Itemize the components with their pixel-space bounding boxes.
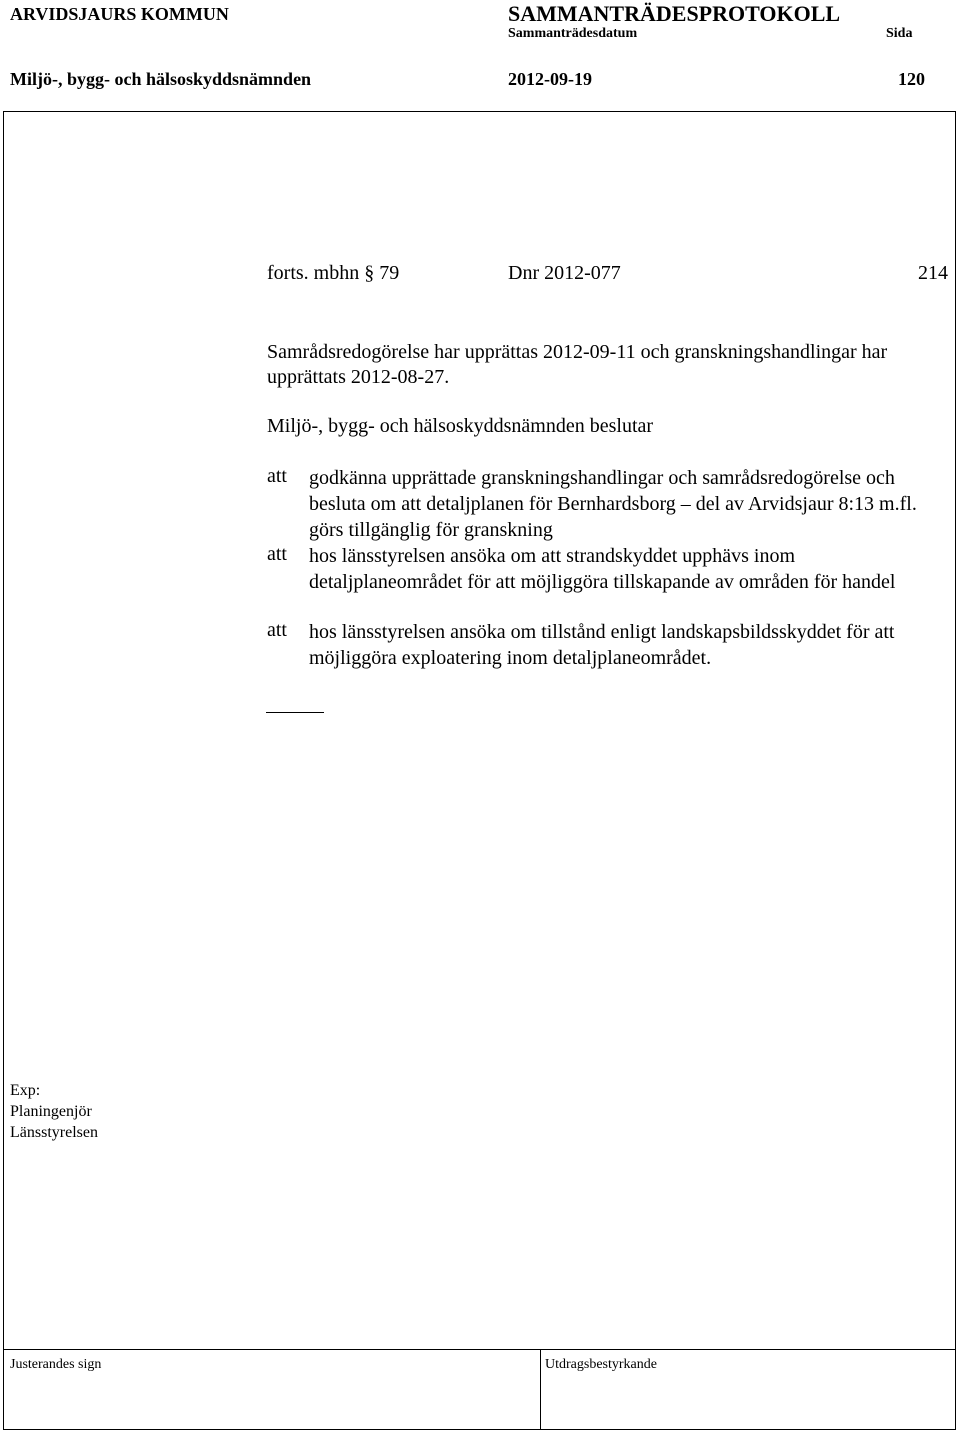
footer-left-label: Justerandes sign xyxy=(10,1357,102,1372)
case-code: 214 xyxy=(918,262,948,284)
case-dnr: Dnr 2012-077 xyxy=(508,262,621,284)
distribution-recipient: Planingenjör xyxy=(10,1103,92,1120)
case-reference: forts. mbhn § 79 xyxy=(267,262,400,284)
document-type: SAMMANTRÄDESPROTOKOLL xyxy=(508,1,841,26)
decision-heading: Miljö-, bygg- och hälsoskyddsnämnden beslutar xyxy=(267,415,654,437)
organization-name: ARVIDSJAURS KOMMUN xyxy=(10,4,229,24)
end-rule xyxy=(266,712,324,713)
decision-text: hos länsstyrelsen ansöka om att strandskyddet upphävs inom detaljplaneområdet för att möjliggöra tillskapande av områden för handel xyxy=(309,545,896,593)
footer-divider xyxy=(540,1350,541,1430)
decision-text: godkänna upprättade granskningshandlingar och samrådsredogörelse och besluta om att detaljplanen för Bernhardsborg – del av Arvidsjaur 8:13 m.fl. görs tillgänglig för granskning xyxy=(309,467,917,541)
meeting-date: 2012-09-19 xyxy=(508,69,592,89)
content-frame xyxy=(3,111,956,1350)
case-paragraph: Samrådsredogörelse har upprättas 2012-09-11 och granskningshandlingar har upprättats 2012-08-27. xyxy=(267,341,888,388)
decision-text: hos länsstyrelsen ansöka om tillstånd enligt landskapsbildsskyddet för att möjliggöra exploatering inom detaljplaneområdet. xyxy=(309,621,895,669)
committee-name: Miljö-, bygg- och hälsoskyddsnämnden xyxy=(10,69,312,89)
distribution-recipient: Länsstyrelsen xyxy=(10,1124,98,1141)
footer-box xyxy=(3,1350,956,1430)
page-number: 120 xyxy=(898,69,925,89)
distribution-label: Exp: xyxy=(10,1082,41,1099)
decision-prefix: att xyxy=(267,543,287,565)
decision-prefix: att xyxy=(267,465,287,487)
date-label: Sammanträdesdatum xyxy=(508,26,638,41)
page-label: Sida xyxy=(886,26,913,41)
decision-prefix: att xyxy=(267,619,287,641)
footer-right-label: Utdragsbestyrkande xyxy=(545,1357,657,1372)
